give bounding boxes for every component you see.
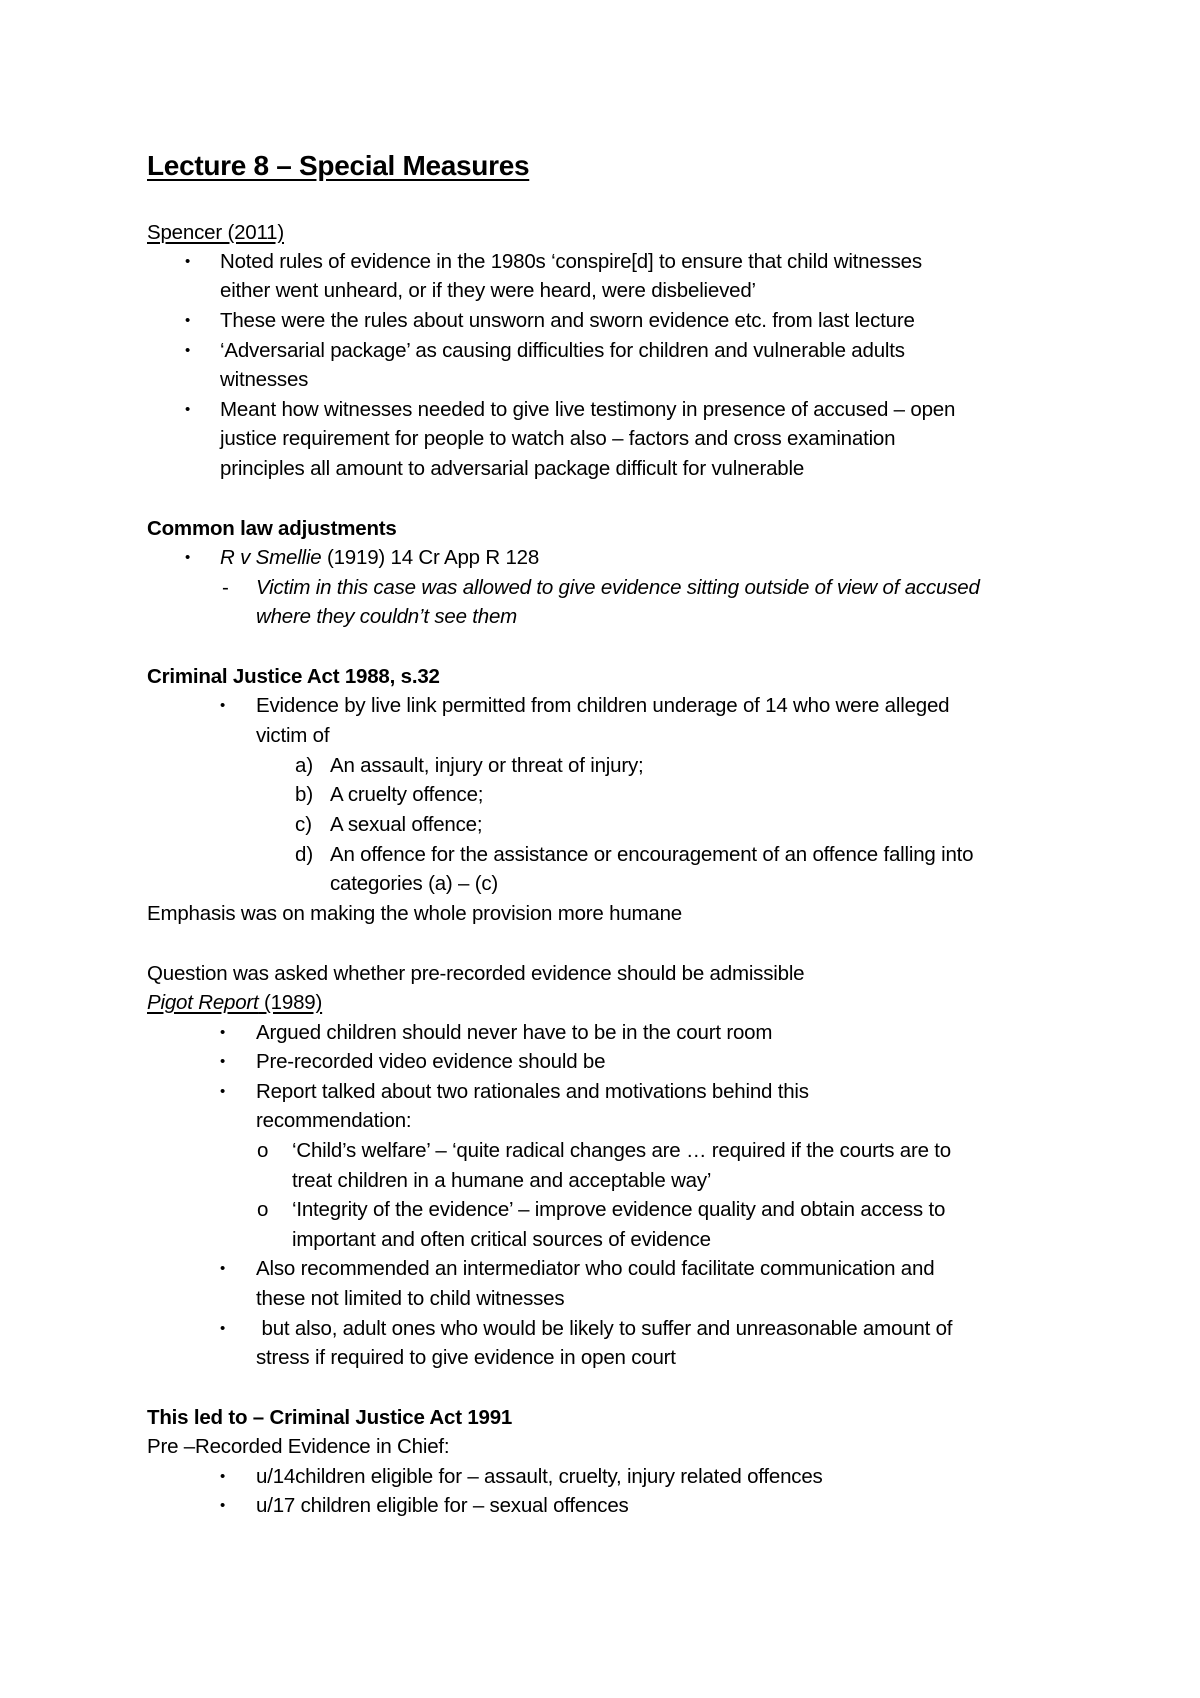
sub-marker: o [257,1198,269,1221]
emphasis-line: Emphasis was on making the whole provision more humane [147,902,683,925]
cja1991-line-1: u/14children eligible for – assault, cruelty, injury related offences [256,1465,823,1488]
pigot-line-1: Argued children should never have to be in the court room [256,1021,773,1044]
list-marker: d) [295,843,314,866]
pigot-line-4: Also recommended an intermediator who could facilitate communication and [256,1257,935,1280]
case-note-1: Victim in this case was allowed to give evidence sitting outside of view of accused [256,576,980,599]
report-year: (1989) [258,991,323,1014]
spencer-line-4b: justice requirement for people to watch also – factors and cross examination [220,427,896,450]
cja1988-line-1: Evidence by live link permitted from children underage of 14 who were alleged [256,694,950,717]
bullet: • [185,312,191,329]
pigot-heading [147,988,322,1018]
spencer-line-4c: principles all amount to adversarial package difficult for vulnerable [220,457,805,480]
sub-marker: o [257,1139,269,1162]
pigot-line-5b: stress if required to give evidence in open court [256,1346,676,1369]
list-marker: b) [295,783,314,806]
bullet: • [185,549,191,566]
list-item-continued: categories (a) – (c) [330,872,499,895]
spencer-line-3: ‘Adversarial package’ as causing difficulties for children and vulnerable adults [220,339,905,362]
bullet: • [220,697,226,714]
bullet: • [220,1320,226,1337]
list-item: A sexual offence; [330,813,483,836]
pigot-sub-2b: important and often critical sources of evidence [292,1228,711,1251]
cja1991-heading: This led to – Criminal Justice Act 1991 [147,1406,513,1429]
common-law-heading: Common law adjustments [147,517,397,540]
list-marker: c) [295,813,313,836]
bullet: • [220,1083,226,1100]
pigot-line-3b: recommendation: [256,1109,412,1132]
cja1988-heading: Criminal Justice Act 1988, s.32 [147,665,440,688]
report-name: Pigot Report [147,991,259,1014]
spencer-line-3b: witnesses [220,368,309,391]
list-marker: a) [295,754,314,777]
bullet: • [185,253,191,270]
bullet: • [220,1053,226,1070]
page-title: Lecture 8 – Special Measures [147,150,530,181]
bullet: • [220,1497,226,1514]
bullet: • [220,1024,226,1041]
pigot-line-3: Report talked about two rationales and motivations behind this [256,1080,809,1103]
cja1988-line-1b: victim of [256,724,330,747]
bullet: • [185,342,191,359]
pigot-sub-2: ‘Integrity of the evidence’ – improve evidence quality and obtain access to [292,1198,946,1221]
bullet: • [220,1468,226,1485]
pigot-line-2: Pre-recorded video evidence should be [256,1050,606,1073]
case-citation [220,543,539,573]
question-line: Question was asked whether pre-recorded evidence should be admissible [147,962,805,985]
case-cite: (1919) 14 Cr App R 128 [321,546,540,569]
bullet: • [220,1260,226,1277]
spencer-heading: Spencer (2011) [147,221,284,244]
cja1991-subheading: Pre –Recorded Evidence in Chief: [147,1435,450,1458]
pigot-line-5: but also, adult ones who would be likely to suffer and unreasonable amount of [256,1317,953,1340]
bullet: • [185,401,191,418]
list-item: An assault, injury or threat of injury; [330,754,644,777]
case-note-2: where they couldn’t see them [256,605,518,628]
list-item: An offence for the assistance or encouragement of an offence falling into [330,843,974,866]
pigot-line-4b: these not limited to child witnesses [256,1287,565,1310]
list-item: A cruelty offence; [330,783,484,806]
cja1991-line-2: u/17 children eligible for – sexual offences [256,1494,629,1517]
spencer-line-4: Meant how witnesses needed to give live testimony in presence of accused – open [220,398,956,421]
pigot-sub-1: ‘Child’s welfare’ – ‘quite radical changes are … required if the courts are to [292,1139,951,1162]
spencer-line-1b: either went unheard, or if they were heard, were disbelieved’ [220,279,756,302]
case-name: R v Smellie [220,546,322,569]
pigot-sub-1b: treat children in a humane and acceptable way’ [292,1169,712,1192]
dash-marker: - [222,576,229,599]
spencer-line-1: Noted rules of evidence in the 1980s ‘conspire[d] to ensure that child witnesses [220,250,922,273]
spencer-line-2: These were the rules about unsworn and sworn evidence etc. from last lecture [220,309,915,332]
